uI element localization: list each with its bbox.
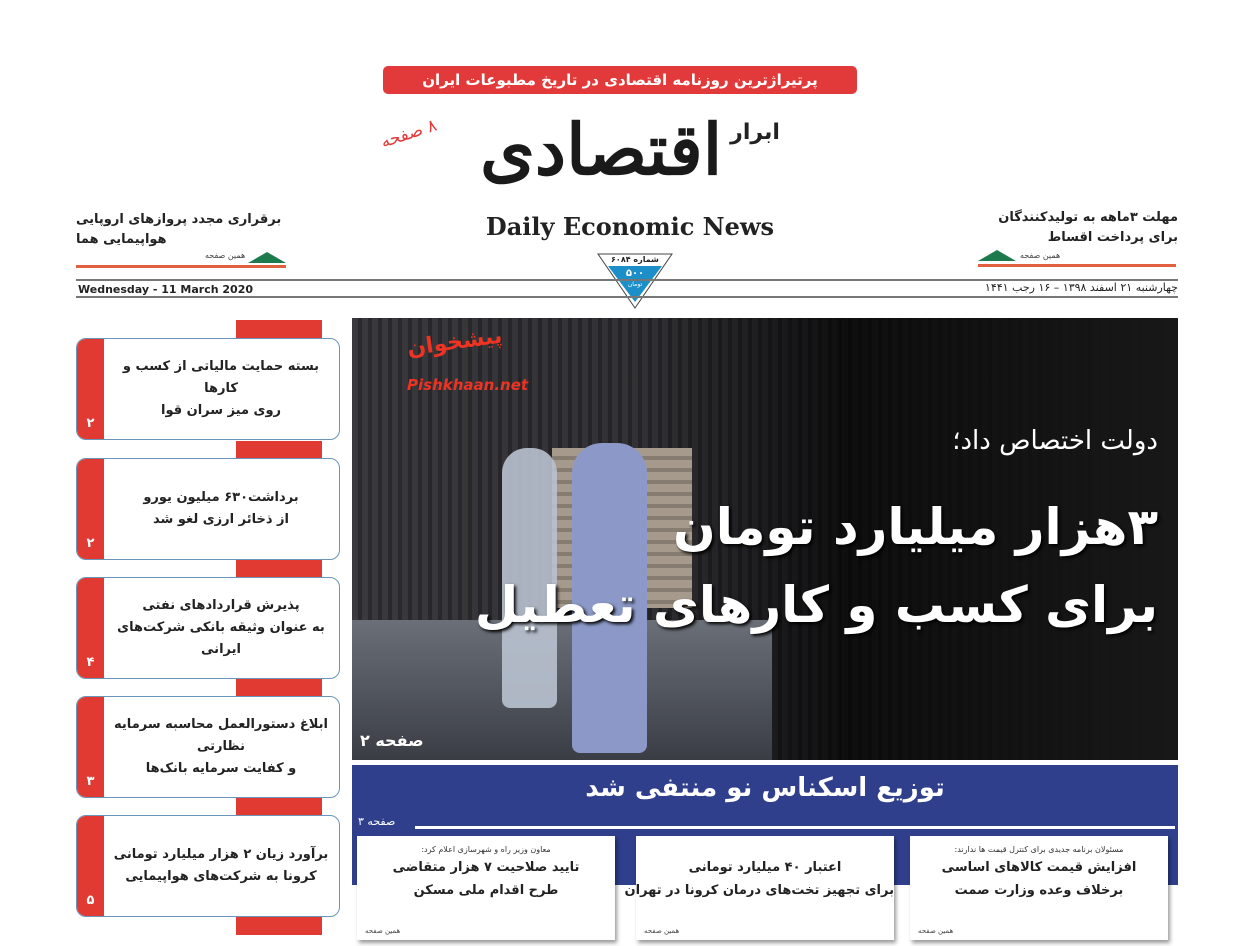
page-count: ۸ صفحه: [378, 115, 440, 153]
rule: [76, 296, 1178, 298]
sidebar-story[interactable]: [76, 338, 340, 440]
page-number: ۲: [86, 536, 95, 551]
sidebar-story[interactable]: [76, 458, 340, 560]
story-kicker: معاون وزیر راه و شهرسازی اعلام کرد:: [421, 845, 551, 854]
lead-kicker: دولت اختصاص داد؛: [952, 426, 1158, 456]
bottom-story[interactable]: [910, 836, 1168, 940]
issue-number: شماره ۶۰۸۴: [611, 255, 659, 264]
page-ref: همین صفحه: [205, 251, 246, 260]
triangle-icon: [978, 250, 1016, 261]
logo: [430, 100, 830, 208]
page-number: ۵: [86, 893, 95, 908]
story-title: به عنوان وثیقه بانکی شرکت‌های ایرانی: [117, 620, 325, 657]
headline-line: ۳هزار میلیارد تومان: [673, 498, 1158, 556]
page-number: ۳: [86, 774, 95, 789]
second-headline[interactable]: توزیع اسکناس نو منتفی شد: [585, 773, 945, 803]
divider: [978, 264, 1176, 267]
story-title: برداشت۶۳۰ میلیون یورو: [143, 490, 299, 505]
page-ref: صفحه ۳: [358, 815, 396, 828]
date-english: Wednesday - 11 March 2020: [78, 283, 253, 296]
sidebar-story[interactable]: [76, 815, 340, 917]
price: ۵۰۰: [625, 268, 645, 279]
bottom-story[interactable]: [357, 836, 615, 940]
logo-main: اقتصادی: [480, 108, 723, 191]
card-tab: [236, 320, 322, 338]
story-kicker: مسئولان برنامه جدیدی برای کنترل قیمت ها ندارند:: [954, 845, 1124, 854]
story-title: روی میز سران قوا: [160, 403, 282, 418]
story-title: برای تجهیز تخت‌های درمان کرونا در تهران: [624, 883, 894, 898]
card-tab: [236, 679, 322, 697]
story-title: ابلاغ دستورالعمل محاسبه سرمایه نظارتی: [114, 717, 328, 754]
page-number: ۴: [86, 655, 95, 670]
story-title: مهلت ۳ماهه به تولیدکنندگان: [998, 210, 1178, 225]
watermark-en: Pishkhaan.net: [407, 376, 529, 394]
page-number: ۲: [86, 416, 95, 431]
story-title: افزایش قیمت کالاهای اساسی: [941, 860, 1137, 875]
sidebar-story[interactable]: [76, 577, 340, 679]
story-title: کرونا به شرکت‌های هواپیمایی: [125, 869, 317, 884]
story-title: اعتبار ۴۰ میلیارد تومانی: [688, 860, 842, 875]
card-tab: [236, 917, 322, 935]
page-ref: همین صفحه: [1020, 251, 1061, 260]
story-title: تایید صلاحیت ۷ هزار متقاضی: [392, 860, 580, 875]
story-title: و کفایت سرمایه بانک‌ها: [145, 761, 297, 776]
story-title: برآورد زیان ۲ هزار میلیارد تومانی: [113, 847, 329, 862]
logo-english: Daily Economic News: [485, 212, 775, 241]
divider: [415, 826, 1175, 829]
currency: تومان: [627, 281, 643, 288]
card-tab: [236, 441, 322, 459]
top-right-story[interactable]: [938, 208, 1178, 248]
story-title: برقراری مجدد پروازهای اروپایی: [76, 212, 282, 227]
story-title: هواپیمایی هما: [76, 232, 167, 247]
story-title: برای پرداخت اقساط: [1047, 230, 1178, 245]
divider: [76, 265, 286, 268]
lead-photo[interactable]: [352, 318, 1178, 760]
page-ref: همین صفحه: [918, 927, 954, 935]
story-title: پذیرش قراردادهای نفتی: [142, 598, 300, 613]
lead-headline[interactable]: [475, 488, 1158, 644]
bottom-story[interactable]: [624, 836, 894, 940]
card-tab: [236, 798, 322, 816]
headline-line: برای کسب و کارهای تعطیل: [474, 576, 1158, 634]
story-title: طرح اقدام ملی مسکن: [413, 883, 559, 898]
page-ref: صفحه ۲: [360, 731, 424, 750]
story-title: بسته حمایت مالیاتی از کسب و کارها: [122, 359, 320, 396]
date-persian: چهارشنبه ۲۱ اسفند ۱۳۹۸ – ۱۶ رجب ۱۴۴۱: [984, 281, 1178, 294]
story-title: برخلاف وعده وزارت صمت: [954, 883, 1124, 898]
page-ref: همین صفحه: [644, 927, 680, 935]
triangle-icon: [248, 252, 286, 263]
watermark: پیشخوان: [405, 323, 504, 362]
slogan-banner: پرتیراژترین روزنامه اقتصادی در تاریخ مطبوعات ایران: [383, 66, 857, 94]
card-tab: [236, 560, 322, 578]
story-title: از ذخائر ارزی لغو شد: [153, 512, 289, 527]
sidebar-story[interactable]: [76, 696, 340, 798]
issue-price-badge: [596, 252, 674, 310]
page-ref: همین صفحه: [365, 927, 401, 935]
logo-small: ابرار: [730, 120, 780, 145]
top-left-story[interactable]: [76, 210, 316, 250]
